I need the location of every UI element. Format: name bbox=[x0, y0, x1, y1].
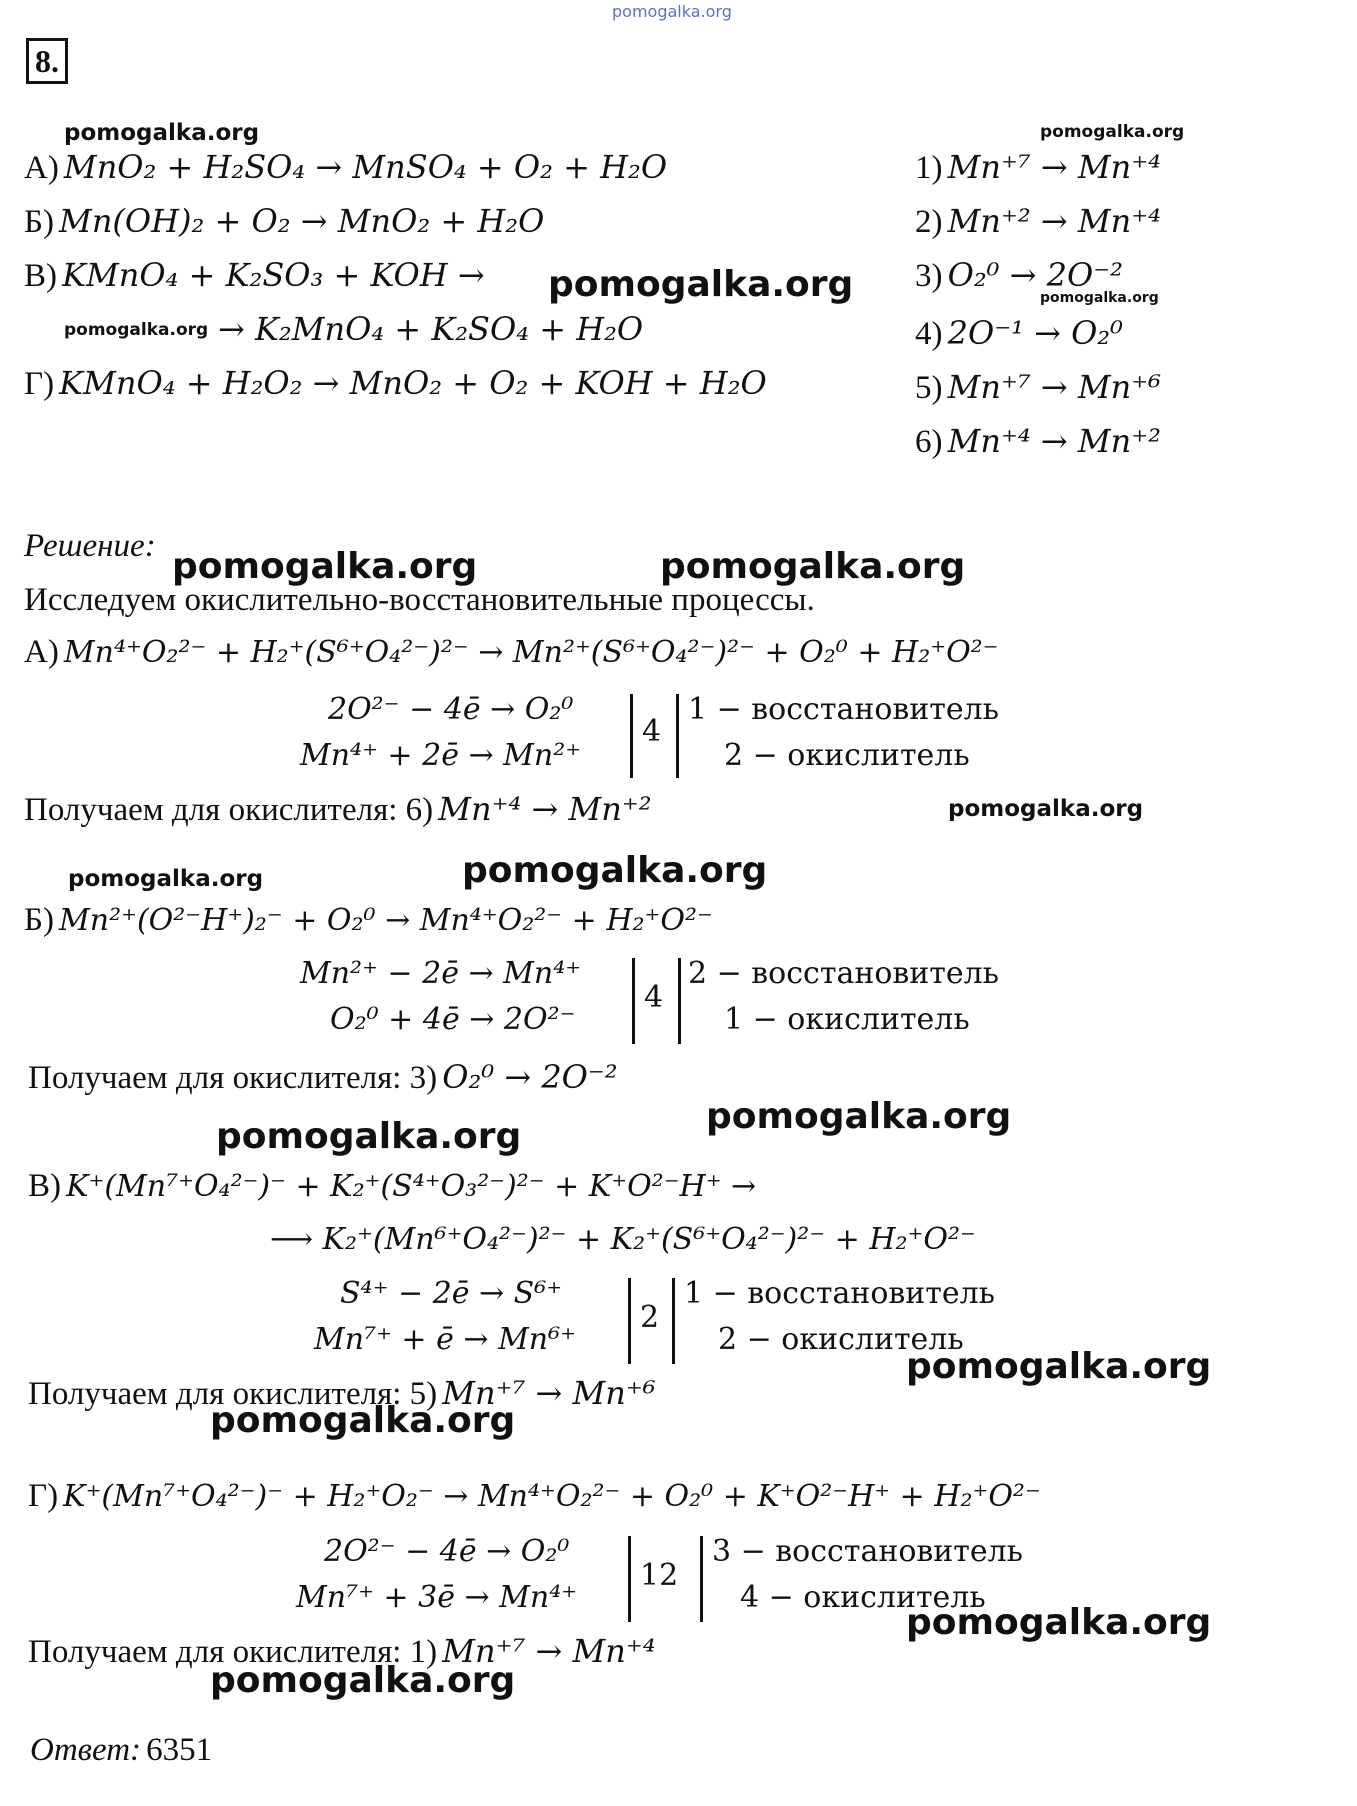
option-label: 1) bbox=[915, 150, 943, 186]
option-label: 6) bbox=[915, 424, 943, 460]
reaction-g bbox=[24, 364, 767, 403]
option-3 bbox=[915, 256, 1123, 295]
watermark: pomogalka.org bbox=[216, 1116, 522, 1157]
balance-bar bbox=[632, 958, 635, 1044]
half-reaction-2: Mn⁷⁺ + 3ē → Mn⁴⁺ bbox=[296, 1580, 578, 1615]
watermark: pomogalka.org bbox=[548, 264, 854, 305]
half-reaction-2: O₂⁰ + 4ē → 2O²⁻ bbox=[330, 1002, 576, 1037]
solution-v-equation bbox=[28, 1168, 756, 1205]
result-text: Получаем для окислителя: 3) bbox=[28, 1060, 438, 1096]
result-text: Получаем для окислителя: 5) bbox=[28, 1376, 438, 1412]
ionic-equation: K⁺(Mn⁷⁺O₄²⁻)⁻ + H₂⁺O₂⁻ → Mn⁴⁺O₂²⁻ + O₂⁰ + K⁺O²⁻H⁺ + H₂⁺O²⁻ bbox=[63, 1479, 1041, 1514]
watermark: pomogalka.org bbox=[706, 1096, 1012, 1137]
watermark: pomogalka.org bbox=[906, 1602, 1212, 1643]
balance-bar bbox=[676, 694, 679, 778]
option-5 bbox=[915, 368, 1161, 407]
reaction-equation: MnO₂ + H₂SO₄ → MnSO₄ + O₂ + H₂O bbox=[63, 148, 668, 186]
result-equation: Mn⁺⁷ → Mn⁺⁶ bbox=[442, 1374, 656, 1412]
watermark: pomogalka.org bbox=[1040, 290, 1159, 306]
balance-bar bbox=[700, 1536, 703, 1622]
solution-a-equation bbox=[24, 634, 999, 671]
balance-lcm: 12 bbox=[640, 1558, 679, 1593]
result-b bbox=[28, 1058, 618, 1097]
half-reaction-1: Mn²⁺ − 2ē → Mn⁴⁺ bbox=[300, 956, 582, 991]
half-reaction-2: Mn⁴⁺ + 2ē → Mn²⁺ bbox=[300, 738, 582, 773]
balance-bar bbox=[628, 1278, 631, 1364]
option-2 bbox=[915, 202, 1161, 241]
solution-label-b: Б) bbox=[24, 902, 54, 938]
reaction-label: А) bbox=[24, 150, 59, 186]
watermark: pomogalka.org bbox=[948, 796, 1144, 822]
watermark: pomogalka.org bbox=[906, 1346, 1212, 1387]
half-reaction-1: 2O²⁻ − 4ē → O₂⁰ bbox=[328, 692, 574, 727]
coefficient-reducer: 2 − восстановитель bbox=[688, 956, 1000, 991]
balance-bar bbox=[672, 1278, 675, 1364]
solution-g-equation bbox=[28, 1478, 1041, 1515]
reaction-a bbox=[24, 148, 667, 187]
reaction-equation: KMnO₄ + H₂O₂ → MnO₂ + O₂ + KOH + H₂O bbox=[59, 364, 767, 402]
ionic-equation: ⟶ K₂⁺(Mn⁶⁺O₄²⁻)²⁻ + K₂⁺(S⁶⁺O₄²⁻)²⁻ + H₂⁺O²⁻ bbox=[270, 1222, 976, 1257]
ionic-equation: K⁺(Mn⁷⁺O₄²⁻)⁻ + K₂⁺(S⁴⁺O₃²⁻)²⁻ + K⁺O²⁻H⁺ → bbox=[66, 1169, 757, 1204]
solution-b-equation bbox=[24, 902, 713, 939]
solution-label-v: В) bbox=[28, 1168, 61, 1204]
watermark: pomogalka.org bbox=[660, 546, 966, 587]
task-number: 8. bbox=[26, 38, 68, 84]
watermark: pomogalka.org bbox=[64, 120, 260, 146]
ionic-equation: Mn⁴⁺O₂²⁻ + H₂⁺(S⁶⁺O₄²⁻)²⁻ → Mn²⁺(S⁶⁺O₄²⁻)²⁻ + O₂⁰ + H₂⁺O²⁻ bbox=[63, 635, 999, 670]
solution-label-g: Г) bbox=[28, 1478, 59, 1514]
solution-v-equation-cont bbox=[270, 1222, 976, 1257]
coefficient-reducer: 1 − восстановитель bbox=[688, 692, 1000, 727]
option-6 bbox=[915, 422, 1161, 461]
result-a bbox=[24, 790, 652, 829]
reaction-b bbox=[24, 202, 544, 241]
result-equation: Mn⁺⁴ → Mn⁺² bbox=[438, 790, 652, 828]
option-equation: 2O⁻¹ → O₂⁰ bbox=[947, 314, 1123, 352]
watermark: pomogalka.org bbox=[1040, 122, 1185, 142]
watermark-top: pomogalka.org bbox=[612, 2, 732, 21]
result-equation: O₂⁰ → 2O⁻² bbox=[442, 1058, 618, 1096]
option-equation: Mn⁺⁴ → Mn⁺² bbox=[947, 422, 1161, 460]
solution-intro: Исследуем окислительно-восстановительные процессы. bbox=[24, 582, 815, 618]
reaction-label: В) bbox=[24, 258, 57, 294]
option-4 bbox=[915, 314, 1123, 353]
result-text: Получаем для окислителя: 1) bbox=[28, 1634, 438, 1670]
solution-label: Решение: bbox=[24, 528, 156, 564]
coefficient-oxidizer: 4 − окислитель bbox=[740, 1580, 986, 1615]
option-label: 2) bbox=[915, 204, 943, 240]
option-label: 5) bbox=[915, 370, 943, 406]
option-equation: Mn⁺² → Mn⁺⁴ bbox=[947, 202, 1161, 240]
coefficient-oxidizer: 1 − окислитель bbox=[724, 1002, 970, 1037]
balance-bar bbox=[630, 694, 633, 778]
option-1 bbox=[915, 148, 1161, 187]
coefficient-reducer: 1 − восстановитель bbox=[684, 1276, 996, 1311]
watermark: pomogalka.org bbox=[68, 866, 264, 892]
half-reaction-1: 2O²⁻ − 4ē → O₂⁰ bbox=[324, 1534, 570, 1569]
reaction-equation: Mn(OH)₂ + O₂ → MnO₂ + H₂O bbox=[59, 202, 545, 240]
half-reaction-2: Mn⁷⁺ + ē → Mn⁶⁺ bbox=[314, 1322, 576, 1357]
option-label: 4) bbox=[915, 316, 943, 352]
balance-lcm: 2 bbox=[640, 1300, 660, 1335]
balance-bar bbox=[678, 958, 681, 1044]
watermark: pomogalka.org bbox=[210, 1660, 516, 1701]
reaction-v bbox=[24, 256, 485, 295]
reaction-equation: → K₂MnO₄ + K₂SO₄ + H₂O bbox=[218, 310, 644, 348]
coefficient-reducer: 3 − восстановитель bbox=[712, 1534, 1024, 1569]
watermark: pomogalka.org bbox=[462, 850, 768, 891]
option-label: 3) bbox=[915, 258, 943, 294]
reaction-v-cont bbox=[218, 310, 643, 348]
option-equation: Mn⁺⁷ → Mn⁺⁶ bbox=[947, 368, 1161, 406]
reaction-equation: KMnO₄ + K₂SO₃ + KOH → bbox=[62, 256, 485, 294]
coefficient-oxidizer: 2 − окислитель bbox=[724, 738, 970, 773]
answer-value: 6351 bbox=[146, 1732, 213, 1768]
coefficient-oxidizer: 2 − окислитель bbox=[718, 1322, 964, 1357]
result-text: Получаем для окислителя: 6) bbox=[24, 792, 434, 828]
watermark: pomogalka.org bbox=[210, 1400, 516, 1441]
solution-label-a: А) bbox=[24, 634, 59, 670]
answer bbox=[30, 1732, 212, 1769]
ionic-equation: Mn²⁺(O²⁻H⁺)₂⁻ + O₂⁰ → Mn⁴⁺O₂²⁻ + H₂⁺O²⁻ bbox=[59, 903, 713, 938]
watermark: pomogalka.org bbox=[172, 546, 478, 587]
balance-lcm: 4 bbox=[642, 714, 662, 749]
result-equation: Mn⁺⁷ → Mn⁺⁴ bbox=[442, 1632, 656, 1670]
balance-lcm: 4 bbox=[644, 980, 664, 1015]
half-reaction-1: S⁴⁺ − 2ē → S⁶⁺ bbox=[340, 1276, 563, 1311]
option-equation: Mn⁺⁷ → Mn⁺⁴ bbox=[947, 148, 1161, 186]
answer-label: Ответ: bbox=[30, 1732, 142, 1768]
reaction-label: Г) bbox=[24, 366, 55, 402]
watermark: pomogalka.org bbox=[64, 320, 209, 340]
reaction-label: Б) bbox=[24, 204, 54, 240]
balance-bar bbox=[628, 1536, 631, 1622]
option-equation: O₂⁰ → 2O⁻² bbox=[947, 256, 1123, 294]
